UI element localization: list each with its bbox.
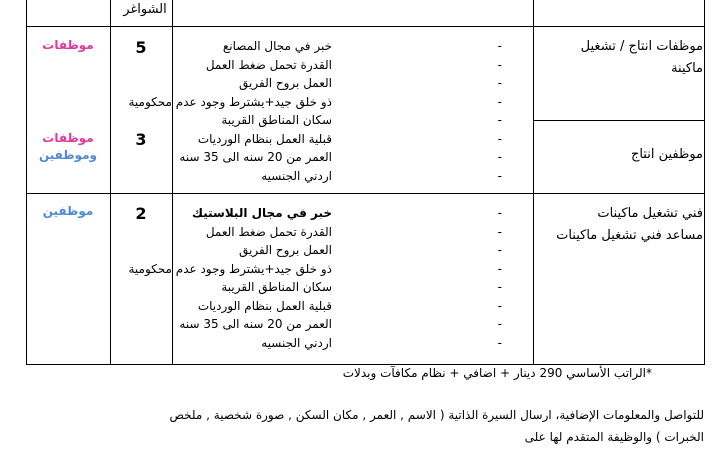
row-2-job-title [535,144,703,166]
requirement-item: - العمر من 20 سنه الى 35 سنه [179,150,502,164]
table-bottom-border [26,364,705,365]
table-border-right [704,0,705,364]
requirement-item: - القدرة تحمل ضغط العمل [205,57,502,72]
row-3-job-title [535,203,703,247]
table-col-divider-3 [533,0,534,364]
requirement-item: - خبر في مجال البلاستيك [192,206,502,220]
row-3-requirements [128,204,502,352]
table-border-left [26,0,27,364]
requirement-item: - خبر في مجال المصانع [222,39,502,53]
row-border-1 [533,120,705,121]
requirement-item: - سكان المناطق القريبة [221,280,502,294]
tag-line: موظفين [42,204,94,218]
requirement-item: - اردني الجنسيه [261,335,502,350]
row-2-gender-tag [28,130,108,164]
row-3-gender-tag [28,204,108,218]
job-title-line: ماكينة [671,61,703,76]
requirement-item: - ذو خلق جيد+يشترط وجود عدم محكومية [128,261,502,276]
requirement-item: - العمل بروح الفريق [239,243,502,257]
table-col-divider-2 [172,0,173,364]
row-1-gender-tag [28,38,108,52]
requirement-item: - سكان المناطق القريبة [221,113,502,127]
tag-line: موظفات [42,131,94,145]
contact-line-2: الخبرات ) والوظيفة المتقدم لها على [524,430,704,444]
requirement-item: - اردني الجنسيه [261,168,502,183]
tag-line: موظفات [42,38,94,52]
row-border-2 [26,193,705,194]
job-title-line: موظفين انتاج [630,147,703,162]
row-2-count: 3 [135,130,147,149]
contact-line-1: للتواصل والمعلومات الإضافية، ارسال السيرة الذاتية ( الاسم , العمر , مكان السكن , صورة شخصية , ملخص [169,408,704,422]
requirement-item: - العمر من 20 سنه الى 35 سنه [179,317,502,331]
tag-line: وموظفين [38,148,98,162]
job-title-line: فني تشغيل ماكينات [597,206,703,221]
requirement-item: - ذو خلق جيد+يشترط وجود عدم محكومية [128,94,502,109]
job-title-line: موظفات انتاج / تشغيل [580,39,703,54]
requirement-item: - قبلية العمل بنظام الورديات [197,298,502,313]
row-3-count: 2 [135,204,147,223]
row-1-job-title [535,36,703,80]
job-title-line: مساعد فني تشغيل ماكينات [556,228,703,243]
header-row-border [26,26,705,27]
requirement-item: - القدرة تحمل ضغط العمل [205,224,502,239]
row-1-requirements [128,37,502,185]
column-header-vacancies: الشواغر [123,2,167,17]
row-1-count: 5 [135,38,147,57]
requirement-item: - قبلية العمل بنظام الورديات [197,131,502,146]
salary-note: *الراتب الأساسي 290 دينار + اضافي + نظام مكافآت وبدلات [342,366,652,380]
requirement-item: - العمل بروح الفريق [239,76,502,90]
